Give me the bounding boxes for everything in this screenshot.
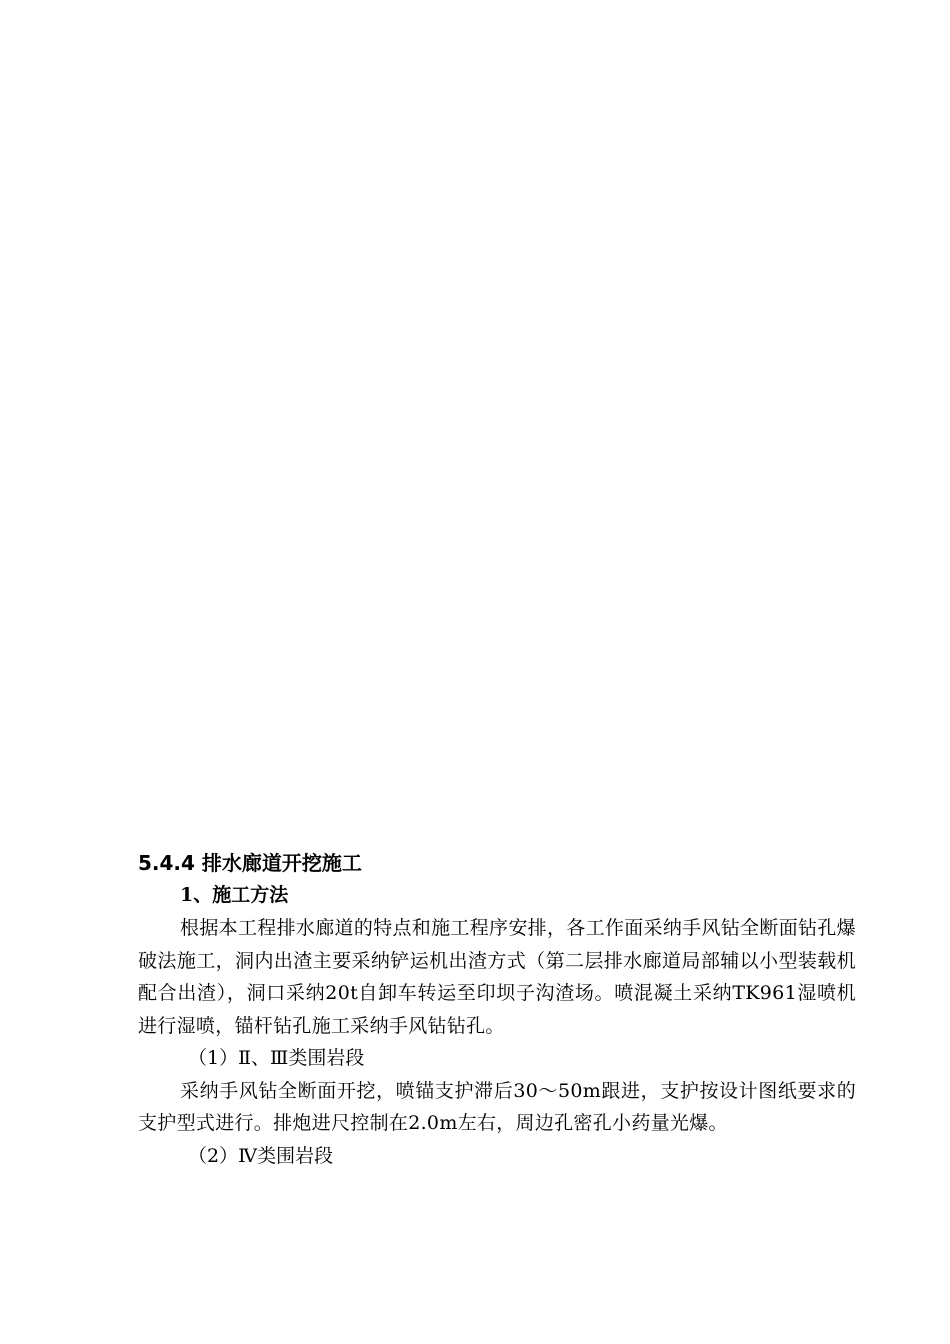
document-body	[138, 848, 856, 1172]
section-heading: 5.4.4 排水廊道开挖施工	[138, 851, 362, 875]
subsection-heading: 1、施工方法	[180, 884, 289, 906]
rock-class-item-2: （2）Ⅳ类围岩段	[188, 1144, 334, 1167]
rock-class-item-1: （1）Ⅱ、Ⅲ类围岩段	[188, 1047, 365, 1069]
construction-method-paragraph: 根据本工程排水廊道的特点和施工程序安排，各工作面采纳手风钻全断面钻孔爆破法施工，洞内出渣主要采纳铲运机出渣方式（第二层排水廊道局部辅以小型装载机配合出渣），洞口采纳20t自卸车转运至印坝子沟渣场。喷混凝土采纳TK961湿喷机进行湿喷，锚杆钻孔施工采纳手风钻钻孔。	[138, 917, 856, 1037]
excavation-paragraph: 采纳手风钻全断面开挖，喷锚支护滞后30～50m跟进，支护按设计图纸要求的支护型式进行。排炮进尺控制在2.0m左右，周边孔密孔小药量光爆。	[138, 1079, 856, 1134]
